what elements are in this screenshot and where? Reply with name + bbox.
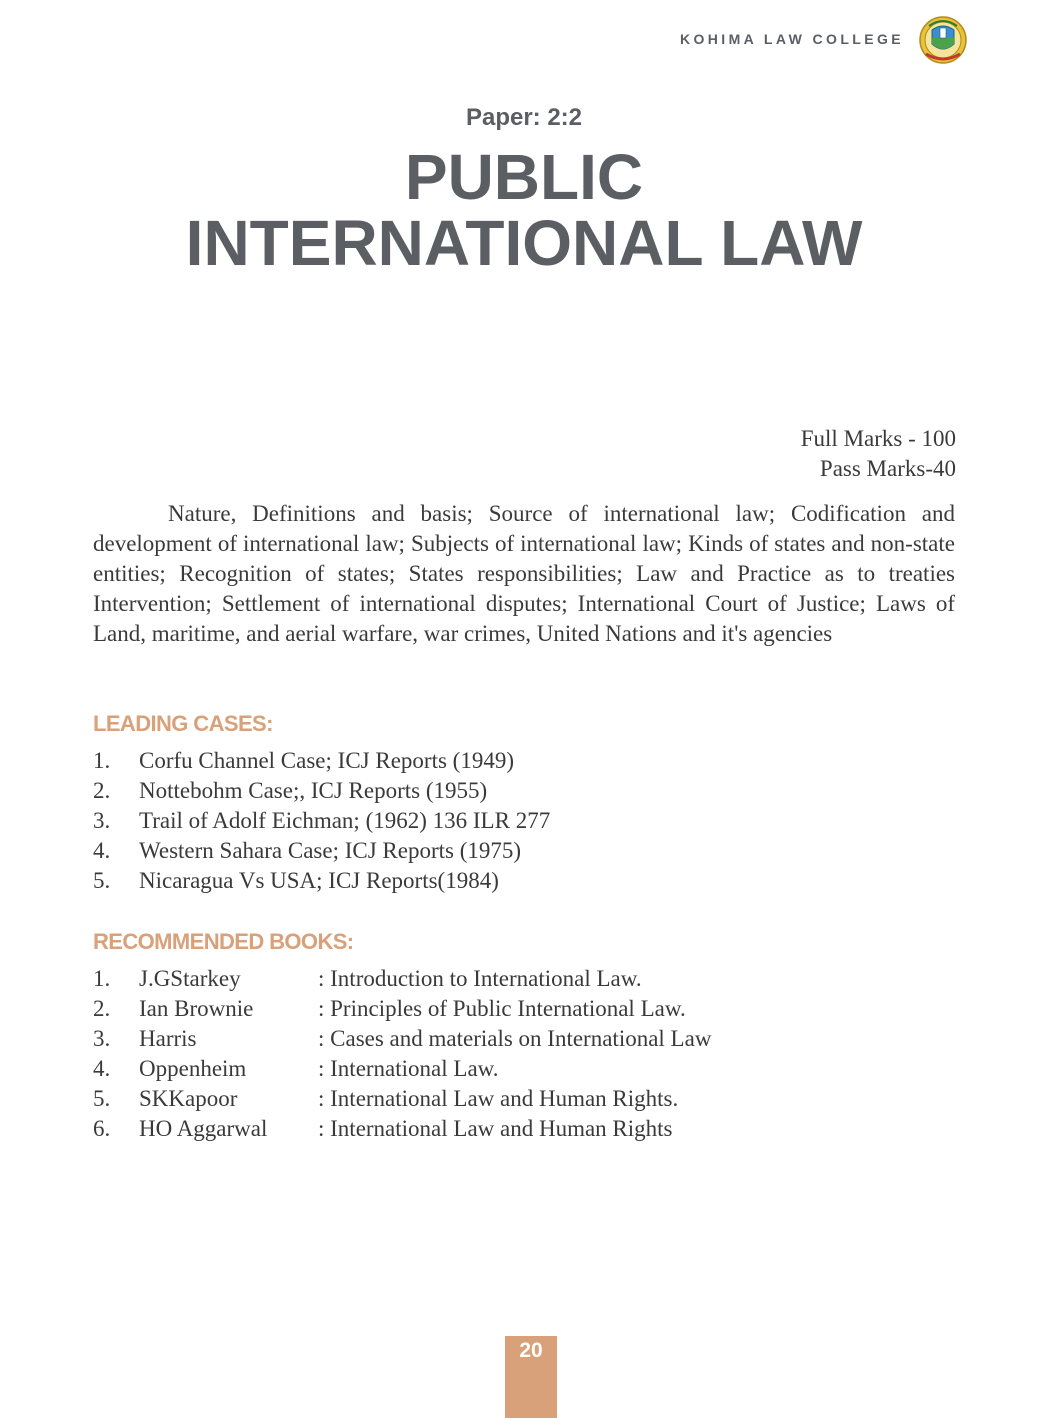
- item-number: 4.: [93, 838, 111, 863]
- book-title: : Principles of Public International Law.: [318, 996, 686, 1021]
- item-number: 5.: [93, 868, 111, 893]
- book-title: : Cases and materials on International Law: [318, 1026, 712, 1051]
- marks-block: [801, 424, 956, 484]
- case-text: Western Sahara Case; ICJ Reports (1975): [139, 838, 522, 863]
- item-number: 4.: [93, 1056, 111, 1081]
- book-author: Oppenheim: [139, 1056, 247, 1081]
- pass-marks: Pass Marks-40: [819, 456, 956, 481]
- item-number: 1.: [93, 966, 111, 991]
- list-item: [93, 866, 550, 896]
- book-author: Ian Brownie: [139, 996, 254, 1021]
- item-number: 3.: [93, 1026, 111, 1051]
- book-title: : International Law.: [318, 1056, 499, 1081]
- item-number: 2.: [93, 996, 111, 1021]
- recommended-books-heading: RECOMMENDED BOOKS:: [93, 929, 354, 954]
- book-author: Harris: [139, 1026, 197, 1051]
- list-item: [93, 746, 550, 776]
- book-author: SKKapoor: [139, 1086, 238, 1111]
- list-item: [93, 836, 550, 866]
- book-author: HO Aggarwal: [139, 1116, 268, 1141]
- list-item: [93, 1114, 711, 1144]
- recommended-books-list: [93, 964, 711, 1144]
- paper-title: [0, 141, 1048, 279]
- title-line-2: INTERNATIONAL LAW: [185, 207, 863, 279]
- syllabus-paragraph: Nature, Definitions and basis; Source of international law; Codification and development of international law; Subjects of international law; Kinds of states and non-state entities; Recognition of states; States responsibilities; Law and Practice as to treaties Intervention; Settlement of international disputes; International Court of Justice; Laws of Land, maritime, and aerial warfare, war crimes, United Nations and it's agencies: [93, 501, 955, 646]
- full-marks: Full Marks - 100: [800, 426, 956, 451]
- list-item: [93, 1024, 711, 1054]
- book-title: : International Law and Human Rights: [318, 1116, 673, 1141]
- list-item: [93, 1054, 711, 1084]
- case-text: Corfu Channel Case; ICJ Reports (1949): [139, 748, 514, 773]
- item-number: 2.: [93, 778, 111, 803]
- case-text: Nottebohm Case;, ICJ Reports (1955): [139, 778, 488, 803]
- book-title: : International Law and Human Rights.: [318, 1086, 679, 1111]
- item-number: 3.: [93, 808, 111, 833]
- list-item: [93, 994, 711, 1024]
- list-item: [93, 806, 550, 836]
- item-number: 5.: [93, 1086, 111, 1111]
- page-number: 20: [519, 1339, 543, 1362]
- item-number: 1.: [93, 748, 111, 773]
- paper-label: Paper: 2:2: [465, 104, 583, 131]
- case-text: Trail of Adolf Eichman; (1962) 136 ILR 277: [139, 808, 551, 833]
- leading-cases-list: [93, 746, 550, 896]
- title-line-1: PUBLIC: [404, 141, 644, 213]
- college-name: KOHIMA LAW COLLEGE: [679, 31, 904, 47]
- case-text: Nicaragua Vs USA; ICJ Reports(1984): [139, 868, 499, 893]
- list-item: [93, 776, 550, 806]
- leading-cases-heading: LEADING CASES:: [93, 711, 273, 736]
- book-title: : Introduction to International Law.: [318, 966, 642, 991]
- item-number: 6.: [93, 1116, 111, 1141]
- book-author: J.GStarkey: [139, 966, 241, 991]
- list-item: [93, 964, 711, 994]
- list-item: [93, 1084, 711, 1114]
- page-number-tab: [505, 1336, 557, 1418]
- college-emblem-icon: [918, 14, 968, 66]
